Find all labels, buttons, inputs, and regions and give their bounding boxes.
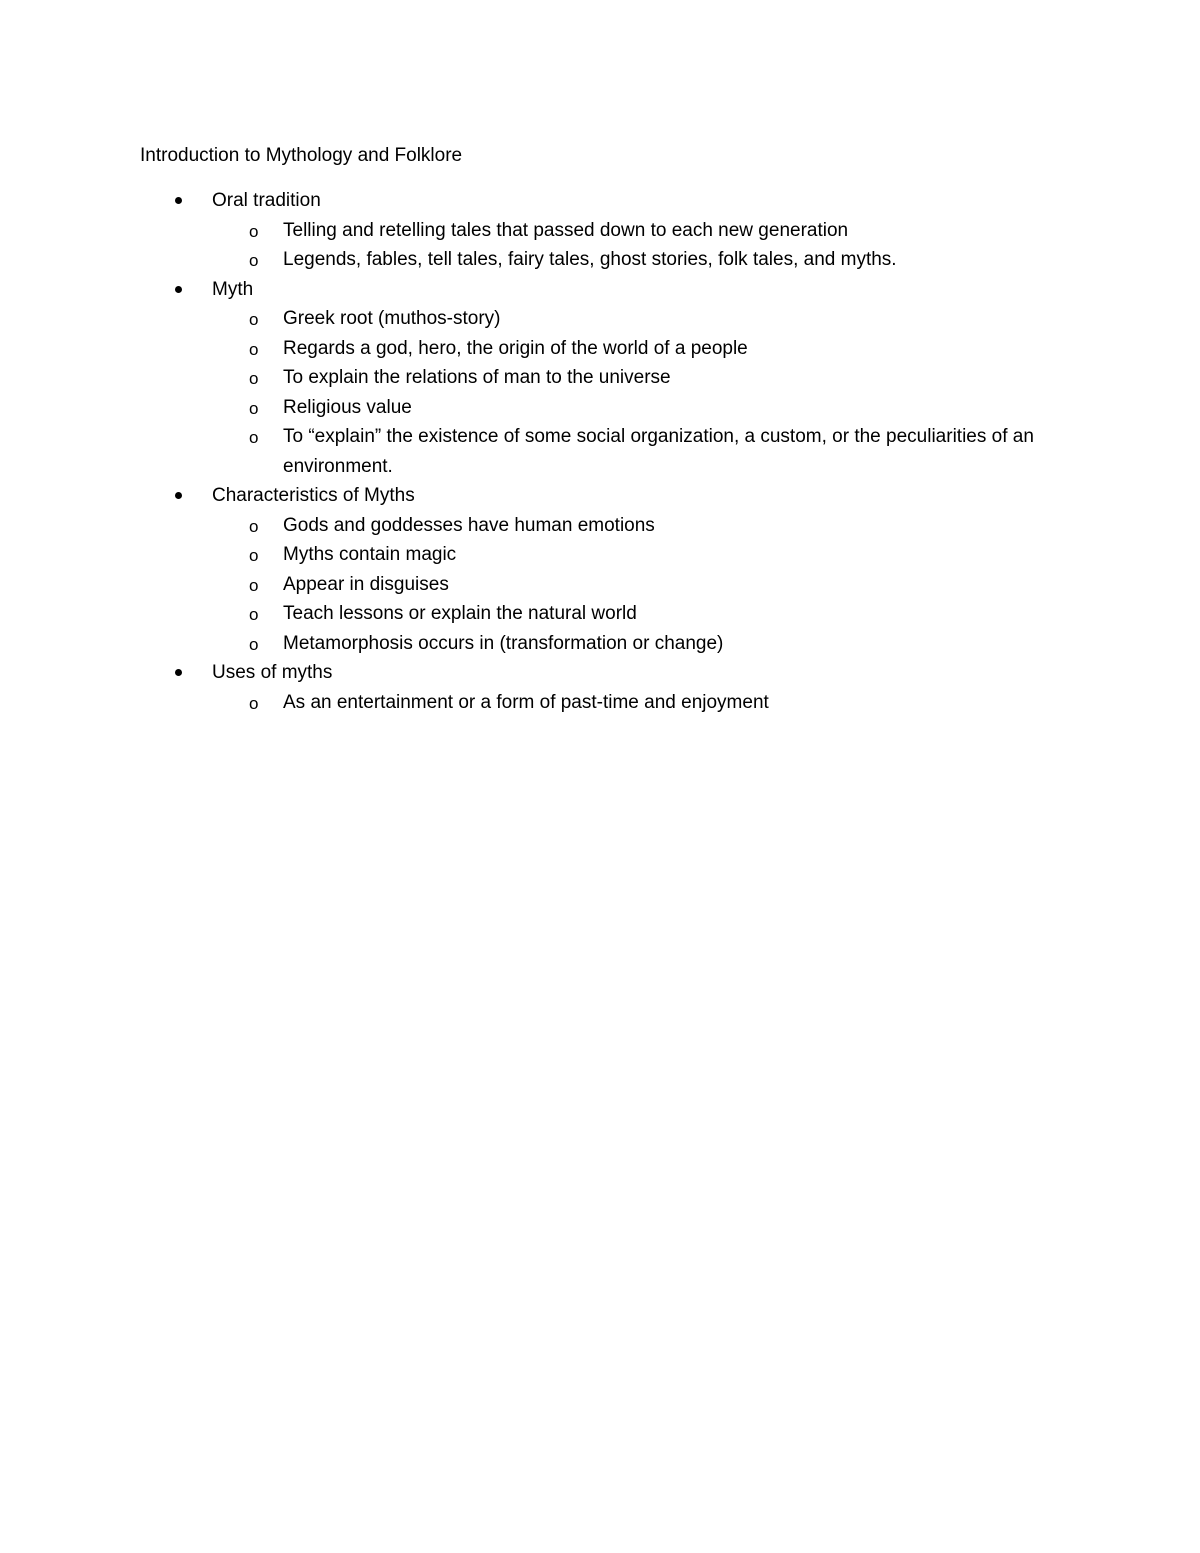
list-item-text: Legends, fables, tell tales, fairy tales, ghost stories, folk tales, and myths.	[283, 249, 897, 270]
circle-bullet-icon: o	[249, 251, 259, 270]
list-item-text: Greek root (muthos-story)	[283, 308, 501, 329]
list-item	[0, 629, 1200, 659]
list-item	[0, 334, 1200, 364]
circle-bullet-icon: o	[249, 634, 259, 654]
list-item	[0, 570, 1200, 600]
circle-bullet-icon: o	[249, 339, 259, 359]
list-item-text: Religious value	[283, 396, 412, 418]
circle-bullet-icon: o	[249, 310, 259, 329]
list-item-text: Myths contain magic	[283, 544, 457, 565]
section-label: Oral tradition	[212, 190, 321, 211]
sub-list	[0, 688, 1200, 718]
sub-list	[0, 511, 1200, 659]
bullet-dot-icon	[175, 197, 182, 204]
list-item-text: Telling and retelling tales that passed down to each new generation	[283, 219, 849, 241]
list-item	[0, 393, 1200, 423]
list-item	[0, 540, 1200, 570]
section-label: Uses of myths	[212, 662, 333, 683]
bullet-dot-icon	[175, 669, 182, 676]
list-item	[0, 599, 1200, 629]
list-item	[0, 304, 1200, 334]
list-item	[0, 688, 1200, 718]
circle-bullet-icon: o	[249, 575, 259, 595]
list-item	[0, 216, 1200, 246]
section-myth	[0, 275, 1200, 482]
list-item	[0, 422, 1200, 481]
list-item-text: Appear in disguises	[283, 573, 449, 595]
list-item-text: To “explain” the existence of some social organization, a custom, or the peculiarities of an environment.	[283, 426, 1034, 477]
page-title: Introduction to Mythology and Folklore	[140, 145, 463, 166]
bullet-dot-icon	[175, 492, 182, 499]
list-item-text: Regards a god, hero, the origin of the world of a people	[283, 337, 748, 359]
list-item-text: As an entertainment or a form of past-time and enjoyment	[283, 691, 769, 713]
circle-bullet-icon: o	[249, 221, 259, 241]
outline-list	[0, 186, 1200, 717]
circle-bullet-icon: o	[249, 398, 259, 418]
list-item	[0, 363, 1200, 393]
circle-bullet-icon: o	[249, 516, 259, 536]
list-item-text: Metamorphosis occurs in (transformation or change)	[283, 632, 724, 654]
list-item	[0, 245, 1200, 275]
list-item-text: Gods and goddesses have human emotions	[283, 514, 655, 536]
list-item-text: Teach lessons or explain the natural world	[283, 603, 637, 624]
list-item	[0, 511, 1200, 541]
section-uses-of-myths	[0, 658, 1200, 717]
sub-list	[0, 216, 1200, 275]
bullet-dot-icon	[175, 286, 182, 293]
section-label: Myth	[212, 278, 254, 300]
circle-bullet-icon: o	[249, 369, 259, 388]
list-item-text: To explain the relations of man to the universe	[283, 367, 671, 388]
circle-bullet-icon: o	[249, 605, 259, 624]
circle-bullet-icon: o	[249, 546, 259, 565]
circle-bullet-icon: o	[249, 428, 259, 447]
sub-list	[0, 304, 1200, 481]
section-characteristics-of-myths	[0, 481, 1200, 658]
section-label: Characteristics of Myths	[212, 485, 415, 506]
section-oral-tradition	[0, 186, 1200, 275]
circle-bullet-icon: o	[249, 693, 259, 713]
